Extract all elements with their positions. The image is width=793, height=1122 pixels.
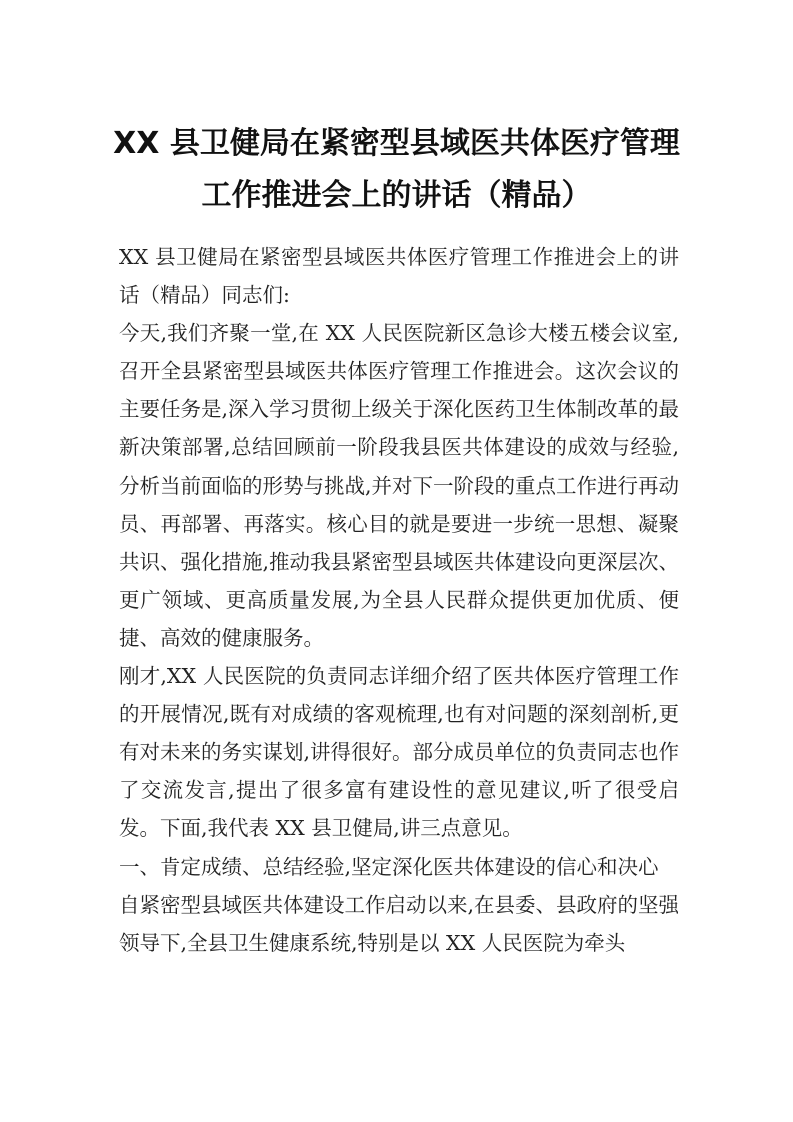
paragraph-heading: XX 县卫健局在紧密型县域医共体医疗管理工作推进会上的讲话（精品）同志们:	[119, 245, 679, 308]
document-title-line-2: 工作推进会上的讲话（精品）	[201, 178, 592, 213]
section-heading-1: 一、肯定成绩、总结经验,坚定深化医共体建设的信心和决心	[119, 854, 659, 879]
document-title-line-1: XX 县卫健局在紧密型县域医共体医疗管理	[113, 126, 680, 161]
paragraph-opening: 今天,我们齐聚一堂,在 XX 人民医院新区急诊大楼五楼会议室,召开全县紧密型县域医共体医疗管理工作推进会。这次会议的主要任务是,深入学习贯彻上级关于深化医药卫生体制改革的最新决策部署,总结回顾前一阶段我县医共体建设的成效与经验,分析当前面临的形势与挑战,并对下一阶段的重点工作进行再动员、再部署、再落实。核心目的就是要进一步统一思想、凝聚共识、强化措施,推动我县紧密型县域医共体建设向更深层次、更广领域、更高质量发展,为全县人民群众提供更加优质、便捷、高效的健康服务。	[119, 321, 680, 650]
document-body	[119, 238, 679, 962]
paragraph-review: 刚才,XX 人民医院的负责同志详细介绍了医共体医疗管理工作的开展情况,既有对成绩的客观梳理,也有对问题的深刻剖析,更有对未来的务实谋划,讲得很好。部分成员单位的负责同志也作了交流发言,提出了很多富有建设性的意见建议,听了很受启发。下面,我代表 XX 县卫健局,讲三点意见。	[119, 664, 680, 841]
paragraph-section-1: 自紧密型县域医共体建设工作启动以来,在县委、县政府的坚强领导下,全县卫生健康系统,特别是以 XX 人民医院为牵头	[119, 892, 680, 955]
